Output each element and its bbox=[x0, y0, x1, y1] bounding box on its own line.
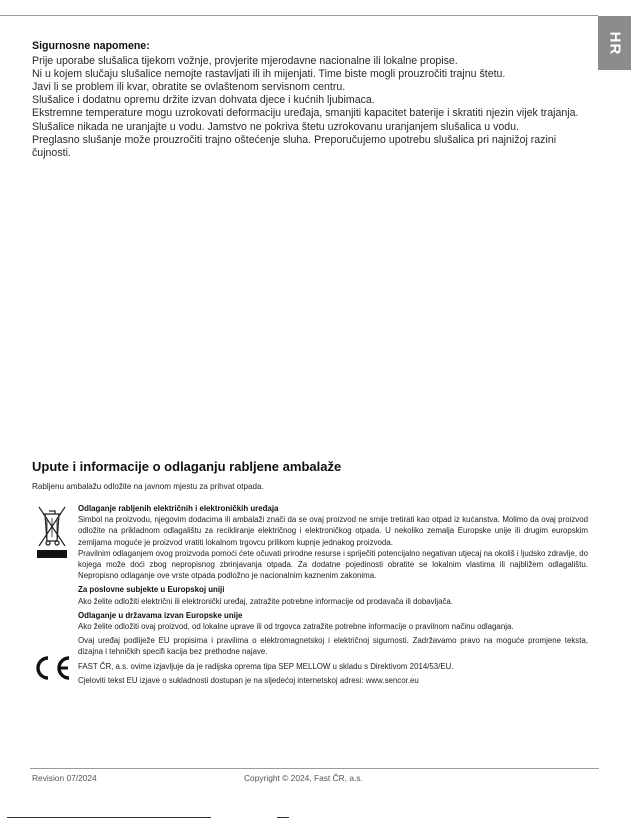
safety-note: Slušalice nikada ne uranjajte u vodu. Jamstvo ne pokriva štetu uzrokovanu uranjanjem slušalica u vodu. bbox=[32, 120, 520, 133]
ce-text: Ovaj uređaj podliježe EU propisima i pravilima o elektromagnetskoj i električnoj sigurnosti. Zadržavamo pravo na moguće promjene teksta, dizajna i tehničkih specifi kacija bez prethodne najave. bbox=[78, 636, 588, 657]
safety-notes-title: Sigurnosne napomene: bbox=[32, 40, 150, 52]
footer-mark bbox=[277, 817, 289, 818]
safety-note: Javi li se problem ili kvar, obratite se ovlaštenom servisnom centru. bbox=[32, 81, 346, 94]
business-title: Za poslovne subjekte u Europskoj uniji bbox=[78, 585, 225, 595]
copyright-label: Copyright © 2024, Fast ČR, a.s. bbox=[244, 773, 363, 783]
outside-eu-text: Ako želite odložiti ovaj proizvod, od lokalne uprave ili od trgovca zatražite potrebne informacije o pravilnom načinu odlaganja. bbox=[78, 622, 514, 632]
language-tab bbox=[598, 16, 631, 70]
disposal-details bbox=[78, 503, 588, 686]
language-tab-label: HR bbox=[605, 31, 623, 55]
footer-rule bbox=[7, 817, 211, 818]
safety-note: Ni u kojem slučaju slušalice nemojte rastavljati ili ih mijenjati. Time biste mogli prouzročiti trajnu štetu. bbox=[32, 68, 506, 81]
weee-text: Simbol na proizvodu, njegovim dodacima ili ambalaži znači da se ovaj proizvod ne smije tretirati kao otpad iz kućanstva. Molimo da ovaj proizvod odložite na prikladnom odlagalištu za recikliranje električnog i elektroničkog otpada. U nekoliko zemalja Europske unije ili drugim europskim zemljama moguće je proizvod vratiti lokalnom trgovcu prilikom kupnje jednakog proizvoda. bbox=[78, 515, 588, 547]
disposal-heading: Upute i informacije o odlaganju rabljene ambalaže bbox=[32, 459, 342, 474]
safety-note: Slušalice i dodatnu opremu držite izvan dohvata djece i kućnih ljubimaca. bbox=[32, 94, 375, 107]
disposal-section bbox=[32, 459, 588, 492]
bottom-divider bbox=[30, 768, 599, 769]
top-divider bbox=[0, 15, 598, 16]
weee-title: Odlaganje rabljenih električnih i elektroničkih uređaja bbox=[78, 504, 279, 513]
ce-text: FAST ČR, a.s. ovime izjavljuje da je radijska oprema tipa SEP MELLOW u skladu s Direktivom 2014/53/EU. bbox=[78, 661, 454, 671]
safety-note: Preglasno slušanje može prouzročiti trajno oštećenje sluha. Preporučujemo upotrebu slušalica pri najnižoj razini čujnosti. bbox=[32, 133, 557, 159]
revision-label: Revision 07/2024 bbox=[32, 773, 97, 783]
weee-text: Pravilnim odlaganjem ovog proizvoda pomoći ćete očuvati prirodne resurse i spriječiti potencijalno negativan utjecaj na okoliš i ljudsko zdravlje, do kojega može doći zbog nepropisnog zbrinjavanja otpada. Za dodatne pojedinosti obratite se lokalnim vlastima ili najbližem odlagalištu. Nepropisno odlaganje ove vrste otpada podložno je nacionalnim kaznenim zakonima. bbox=[78, 548, 588, 581]
safety-notes-section bbox=[32, 40, 582, 160]
ce-text: Cjeloviti tekst EU izjave o sukladnosti dostupan je na sljedećoj internetskoj adresi: www.sencor.eu bbox=[78, 675, 419, 685]
safety-note: Prije uporabe slušalica tijekom vožnje, provjerite mjerodavne nacionalne ili lokalne propise. bbox=[32, 55, 458, 68]
disposal-intro: Rabljenu ambalažu odložite na javnom mjestu za prihvat otpada. bbox=[32, 482, 264, 491]
ce-mark-icon bbox=[31, 654, 73, 682]
outside-eu-title: Odlaganje u državama izvan Europske unije bbox=[78, 610, 243, 620]
crossed-out-wheelie-bin-icon bbox=[36, 503, 68, 559]
safety-note: Ekstremne temperature mogu uzrokovati deformaciju uređaja, smanjiti kapacitet baterije i skratiti njezin vijek trajanja. bbox=[32, 107, 579, 120]
business-text: Ako želite odložiti električni ili elektronički uređaj, zatražite potrebne informacije od prodavača ili dobavljača. bbox=[78, 596, 453, 606]
